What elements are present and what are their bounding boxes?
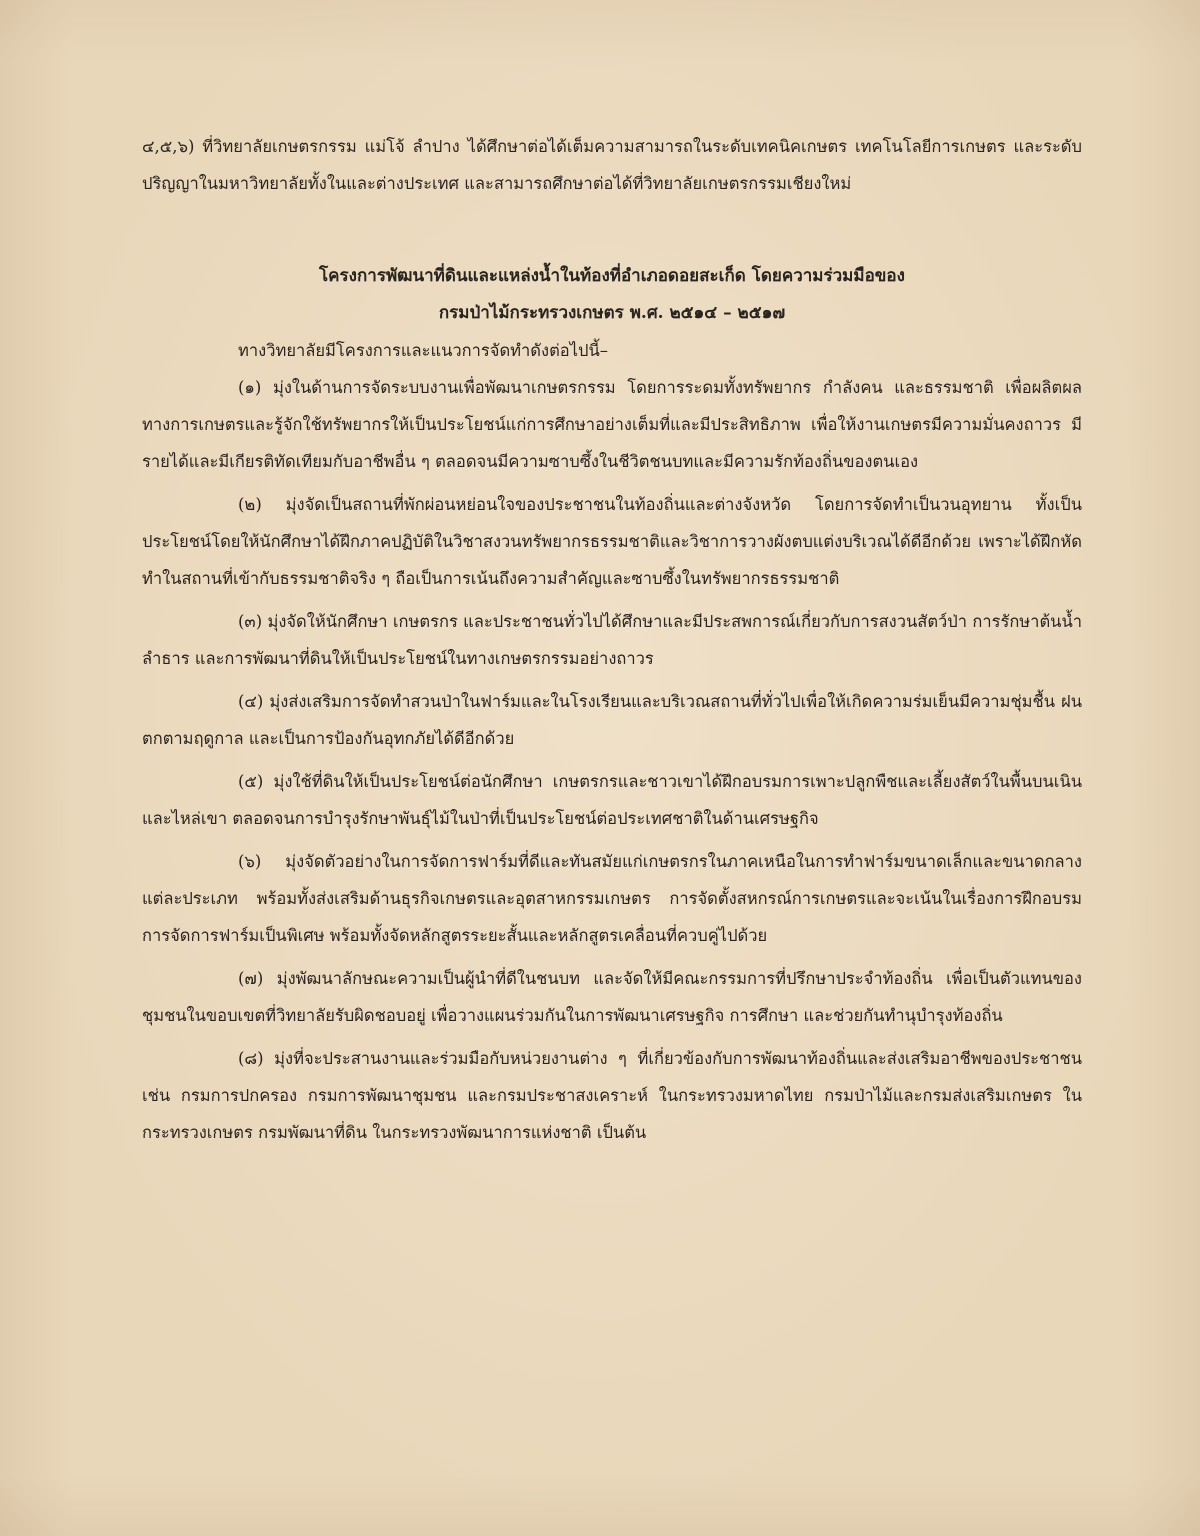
list-item-4: (๔) มุ่งส่งเสริมการจัดทำสวนป่าในฟาร์มและในโรงเรียนและบริเวณสถานที่ทั่วไปเพื่อให้เกิดความร่มเย็นมีความชุ่มชื้น ฝนตกตามฤดูกาล และเป็นการป้องกันอุทกภัยได้ดีอีกด้วย: [142, 692, 1082, 748]
list-item-7: (๗) มุ่งพัฒนาลักษณะความเป็นผู้นำที่ดีในชนบท และจัดให้มีคณะกรรมการที่ปรึกษาประจำท้องถิ่น เพื่อเป็นตัวแทนของชุมชนในขอบเขตที่วิทยาลัยรับผิดชอบอยู่ เพื่อวางแผนร่วมกันในการพัฒนาเศรษฐกิจ การศึกษา และช่วยกันทำนุบำรุงท้องถิ่น: [142, 969, 1082, 1025]
list-item-8: (๘) มุ่งที่จะประสานงานและร่วมมือกับหน่วยงานต่าง ๆ ที่เกี่ยวข้องกับการพัฒนาท้องถิ่นและส่งเสริมอาชีพของประชาชน เช่น กรมการปกครอง กรมการพัฒนาชุมชน และกรมประชาสงเคราะห์ ในกระทรวงมหาดไทย กรมป่าไม้และกรมส่งเสริมเกษตร ในกระทรวงเกษตร กรมพัฒนาที่ดิน ในกระทรวงพัฒนาการแห่งชาติ เป็นต้น: [142, 1049, 1082, 1142]
list-item-2: (๒) มุ่งจัดเป็นสถานที่พักผ่อนหย่อนใจของประชาชนในท้องถิ่นและต่างจังหวัด โดยการจัดทำเป็นวนอุทยาน ทั้งเป็นประโยชน์โดยให้นักศึกษาได้ฝึกภาคปฏิบัติในวิชาสงวนทรัพยากรธรรมชาติและวิชาการวางผังตบแต่งบริเวณได้ดีอีกด้วย เพราะได้ฝึกหัดทำในสถานที่เข้ากับธรรมชาติจริง ๆ ถือเป็นการเน้นถึงความสำคัญและซาบซึ้งในทรัพยากรธรรมชาติ: [142, 495, 1082, 588]
list-item-5: (๕) มุ่งใช้ที่ดินให้เป็นประโยชน์ต่อนักศึกษา เกษตรกรและชาวเขาได้ฝึกอบรมการเพาะปลูกพืชและเลี้ยงสัตว์ในพื้นบนเนินและไหล่เขา ตลอดจนการบำรุงรักษาพันธุ์ไม้ในป่าที่เป็นประโยชน์ต่อประเทศชาติในด้านเศรษฐกิจ: [142, 772, 1082, 828]
intro-paragraph: ๔,๕,๖) ที่วิทยาลัยเกษตรกรรม แม่โจ้ ลำปาง ได้ศึกษาต่อได้เต็มความสามารถในระดับเทคนิคเกษตร เทคโนโลยีการเกษตร และระดับปริญญาในมหาวิทยาลัยทั้งในและต่างประเทศ และสามารถศึกษาต่อได้ที่วิทยาลัยเกษตรกรรมเชียงใหม่: [142, 137, 1082, 193]
list-item-6: (๖) มุ่งจัดตัวอย่างในการจัดการฟาร์มที่ดีและทันสมัยแก่เกษตรกรในภาคเหนือในการทำฟาร์มขนาดเล็กและขนาดกลางแต่ละประเภท พร้อมทั้งส่งเสริมด้านธุรกิจเกษตรและอุตสาหกรรมเกษตร การจัดตั้งสหกรณ์การเกษตรและจะเน้นในเรื่องการฝึกอบรมการจัดการฟาร์มเป็นพิเศษ พร้อมทั้งจัดหลักสูตรระยะสั้นและหลักสูตรเคลื่อนที่ควบคู่ไปด้วย: [142, 852, 1082, 945]
document-body: [142, 128, 1082, 1151]
lead-sentence: ทางวิทยาลัยมีโครงการและแนวการจัดทำดังต่อไปนี้–: [238, 341, 608, 360]
list-item-3: (๓) มุ่งจัดให้นักศึกษา เกษตรกร และประชาชนทั่วไปได้ศึกษาและมีประสพการณ์เกี่ยวกับการสงวนสัตว์ป่า การรักษาต้นน้ำลำธาร และการพัฒนาที่ดินให้เป็นประโยชน์ในทางเกษตรกรรมอย่างถาวร: [142, 612, 1082, 668]
section-heading: [142, 258, 1082, 332]
section-heading-line-1: โครงการพัฒนาที่ดินและแหล่งน้ำในท้องที่อำเภอดอยสะเก็ด โดยความร่วมมือของ: [319, 266, 905, 286]
section-heading-line-2: กรมป่าไม้กระทรวงเกษตร พ.ศ. ๒๕๑๔ – ๒๕๑๗: [438, 303, 786, 323]
list-item-1: (๑) มุ่งในด้านการจัดระบบงานเพื่อพัฒนาเกษตรกรรม โดยการระดมทั้งทรัพยากร กำลังคน และธรรมชาติ เพื่อผลิตผลทางการเกษตรและรู้จักใช้ทรัพยากรให้เป็นประโยชน์แก่การศึกษาอย่างเต็มที่และมีประสิทธิภาพ เพื่อให้งานเกษตรมีความมั่นคงถาวร มีรายได้และมีเกียรติทัดเทียมกับอาชีพอื่น ๆ ตลอดจนมีความซาบซึ้งในชีวิตชนบทและมีความรักท้องถิ่นของตนเอง: [142, 378, 1082, 471]
